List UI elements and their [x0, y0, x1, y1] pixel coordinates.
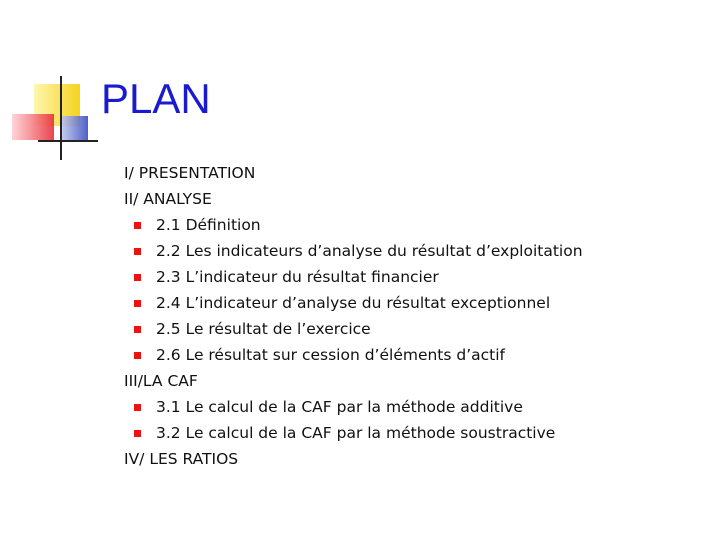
outline-item-text: 3.2 Le calcul de la CAF par la méthode soustractive — [156, 424, 556, 442]
outline-item-text: II/ ANALYSE — [124, 190, 212, 208]
outline-item-text: 2.4 L’indicateur d’analyse du résultat exceptionnel — [156, 294, 551, 312]
outline-subitem — [124, 264, 583, 290]
square-bullet-icon — [134, 248, 141, 255]
outline-list — [124, 160, 583, 472]
outline-item-text: III/LA CAF — [124, 372, 198, 390]
logo-blue-square — [60, 116, 88, 142]
outline-section — [124, 160, 583, 186]
logo-red-square — [12, 114, 54, 140]
outline-subitem — [124, 316, 583, 342]
outline-item-text: 2.1 Définition — [156, 216, 261, 234]
outline-item-text: 2.2 Les indicateurs d’analyse du résultat d’exploitation — [156, 242, 583, 260]
outline-subitem — [124, 212, 583, 238]
outline-subitem — [124, 342, 583, 368]
outline-subitem — [124, 420, 583, 446]
outline-item-text: 3.1 Le calcul de la CAF par la méthode additive — [156, 398, 523, 416]
square-bullet-icon — [134, 300, 141, 307]
logo-horizontal-line — [38, 140, 98, 142]
square-bullet-icon — [134, 326, 141, 333]
outline-item-text: I/ PRESENTATION — [124, 164, 256, 182]
outline-subitem — [124, 238, 583, 264]
square-bullet-icon — [134, 404, 141, 411]
square-bullet-icon — [134, 222, 141, 229]
logo-vertical-line — [60, 76, 62, 160]
outline-section — [124, 186, 583, 212]
outline-subitem — [124, 394, 583, 420]
outline-item-text: 2.5 Le résultat de l’exercice — [156, 320, 371, 338]
outline-subitem — [124, 290, 583, 316]
slide-logo-decoration — [0, 0, 110, 170]
square-bullet-icon — [134, 352, 141, 359]
outline-section — [124, 446, 583, 472]
square-bullet-icon — [134, 430, 141, 437]
slide-title: PLAN — [101, 75, 211, 122]
square-bullet-icon — [134, 274, 141, 281]
outline-item-text: 2.6 Le résultat sur cession d’éléments d’actif — [156, 346, 506, 364]
outline-section — [124, 368, 583, 394]
outline-item-text: IV/ LES RATIOS — [124, 450, 239, 468]
outline-item-text: 2.3 L’indicateur du résultat financier — [156, 268, 439, 286]
